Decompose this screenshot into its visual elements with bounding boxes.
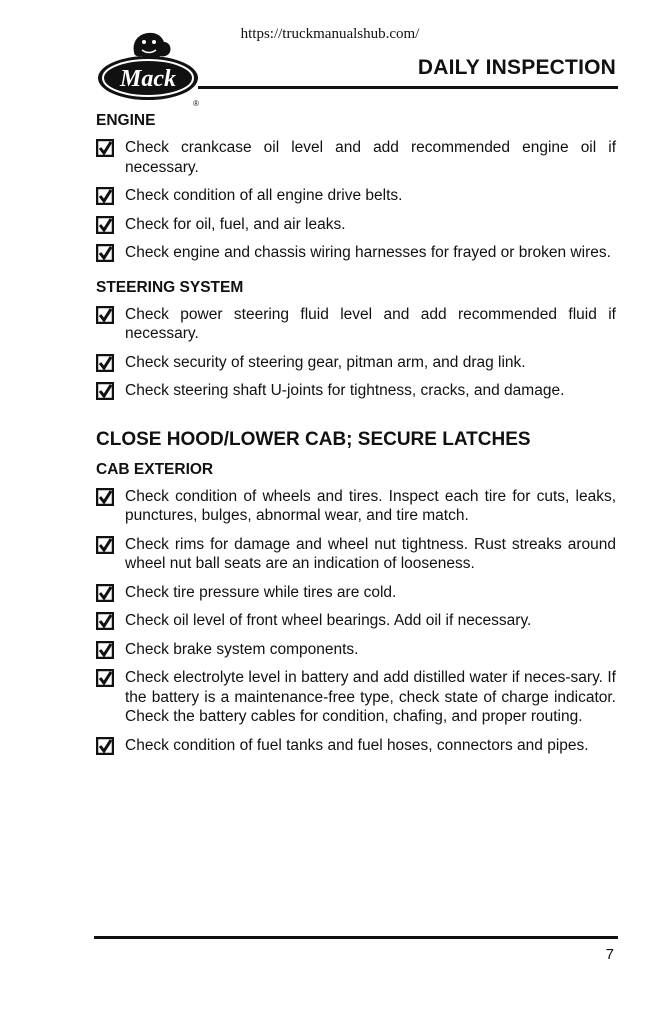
checklist-item [96,736,616,756]
cab-exterior-checklist [96,487,616,756]
checklist-item [96,611,616,631]
checked-box-icon [96,244,114,262]
checklist-item-text: Check oil level of front wheel bearings. Add oil if necessary. [125,612,532,629]
steering-checklist [96,305,616,401]
checklist-item-text: Check steering shaft U-joints for tightness, cracks, and damage. [125,382,565,399]
checklist-item [96,138,616,177]
checked-box-icon [96,737,114,755]
checklist-item [96,668,616,727]
logo-text: Mack [120,66,176,92]
checked-box-icon [96,641,114,659]
checklist-item [96,640,616,660]
checklist-item-text: Check brake system components. [125,640,359,658]
checklist-item-text: Check engine and chassis wiring harnesses for frayed or broken wires. [125,244,611,261]
checklist-item [96,186,616,206]
checklist-item [96,305,616,344]
checked-box-icon [96,139,114,157]
checklist-item-text: Check power steering fluid level and add recommended fluid if necessary. [125,305,616,342]
checked-box-icon [96,216,114,234]
mack-logo [96,30,208,110]
checklist-item [96,381,616,401]
checklist-item-text: Check electrolyte level in battery and add distilled water if neces-sary. If the battery is a maintenance-free type, check state of charge indicator. Check the battery cables for condition, chafing, and proper routing. [125,669,616,725]
checked-box-icon [96,354,114,372]
checklist-item-text: Check rims for damage and wheel nut tightness. Rust streaks around wheel nut ball seats are an indication of looseness. [125,535,616,572]
checked-box-icon [96,612,114,630]
inspection-content [96,112,616,764]
page-number: 7 [605,946,614,963]
checklist-item-text: Check security of steering gear, pitman arm, and drag link. [125,353,526,371]
major-heading-close-hood: CLOSE HOOD/LOWER CAB; SECURE LATCHES [96,428,531,450]
registered-mark: ® [193,99,199,108]
checklist-item-text: Check for oil, fuel, and air leaks. [125,215,346,233]
footer-rule [94,936,618,939]
page-title: DAILY INSPECTION [417,56,616,79]
section-heading-steering: STEERING SYSTEM [96,278,244,296]
checked-box-icon [96,536,114,554]
checklist-item [96,243,616,263]
checklist-item [96,583,616,603]
checklist-item [96,487,616,526]
checklist-item [96,215,616,235]
engine-checklist [96,138,616,263]
checklist-item-text: Check crankcase oil level and add recommended engine oil if necessary. [125,139,616,176]
checklist-item-text: Check condition of all engine drive belts. [125,187,403,204]
checklist-item-text: Check condition of fuel tanks and fuel hoses, connectors and pipes. [125,736,589,754]
checklist-item [96,535,616,574]
header-rule [198,86,618,89]
checklist-item [96,353,616,373]
section-heading-cab-exterior: CAB EXTERIOR [96,460,214,478]
checked-box-icon [96,382,114,400]
checked-box-icon [96,584,114,602]
section-heading-engine: ENGINE [96,112,156,129]
checked-box-icon [96,306,114,324]
checked-box-icon [96,187,114,205]
bulldog-icon [134,33,171,60]
checklist-item-text: Check tire pressure while tires are cold. [125,583,397,601]
source-url: https://truckmanualshub.com/ [240,26,420,42]
checklist-item-text: Check condition of wheels and tires. Inspect each tire for cuts, leaks, punctures, bulges, abnormal wear, and tire match. [125,487,616,524]
checked-box-icon [96,488,114,506]
checked-box-icon [96,669,114,687]
